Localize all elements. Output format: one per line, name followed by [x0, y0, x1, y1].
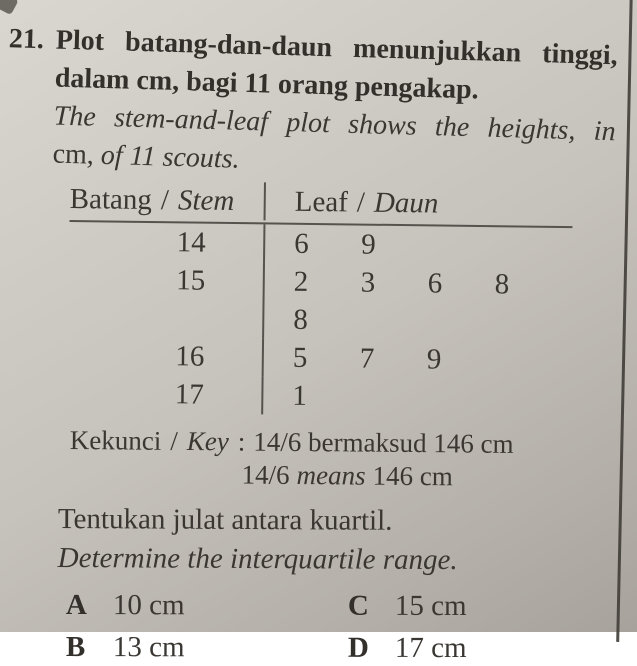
- stem-value: 15: [176, 264, 206, 297]
- option-value: 13 cm: [112, 631, 185, 664]
- key-label-malay: Kekunci: [69, 424, 162, 456]
- stem-leaf-table: [67, 180, 573, 418]
- leaf-values: [262, 338, 571, 380]
- stem-header-malay: Batang: [69, 182, 153, 217]
- question-english-line-2-rest: of 11 scouts.: [100, 139, 241, 175]
- instruction-block: [58, 500, 637, 581]
- leaf-value: 9: [361, 228, 376, 261]
- question-english-line-1: The stem-and-leaf plot shows the heights, in: [53, 100, 616, 148]
- stem-value: 17: [174, 378, 205, 411]
- leaf-values: [262, 262, 572, 342]
- slash-separator: /: [160, 184, 170, 217]
- key-text-malay: 14/6 bermaksud 146 cm: [253, 426, 514, 459]
- leaf-value: 2: [293, 265, 309, 298]
- option-value: 17 cm: [394, 631, 467, 665]
- question-malay-line-2: dalam cm, bagi 11 orang pengakap.: [54, 62, 480, 106]
- slash-separator: /: [170, 425, 178, 456]
- leaf-value: 6: [294, 227, 309, 260]
- key-example-value: 14/6: [241, 459, 290, 490]
- option-value: 15 cm: [394, 589, 467, 623]
- option-letter: B: [65, 630, 86, 664]
- leaf-value: 8: [494, 268, 510, 301]
- option-letter: D: [347, 631, 369, 664]
- stem-column-header: [70, 180, 264, 220]
- leaf-values: [263, 224, 572, 266]
- table-header-row: [69, 180, 572, 228]
- leaf-value: 6: [427, 267, 443, 300]
- option-c: [348, 589, 637, 624]
- stem-value: 16: [175, 340, 205, 373]
- key-line-1: [70, 424, 637, 462]
- key-label-english: Key: [186, 426, 229, 457]
- instruction-english: Determine the interquartile range.: [57, 541, 458, 577]
- key-block: [69, 424, 637, 495]
- option-b: [66, 630, 348, 665]
- leaf-value: 7: [359, 342, 375, 375]
- leaf-value: 3: [360, 266, 376, 299]
- option-d: [348, 631, 637, 666]
- leaf-header-malay: Daun: [373, 186, 439, 220]
- leaf-value: 5: [292, 341, 308, 374]
- key-example-result: 146 cm: [372, 460, 453, 492]
- table-row: [68, 336, 571, 380]
- key-means-word: means: [296, 459, 366, 491]
- key-line-2: [241, 458, 636, 494]
- leaf-value: 8: [293, 303, 309, 336]
- slash-separator: /: [356, 186, 366, 219]
- question-text: [52, 22, 618, 190]
- option-letter: C: [347, 589, 369, 622]
- question-number: 21.: [8, 23, 45, 56]
- stem-value: 14: [176, 226, 206, 259]
- table-row: [68, 260, 572, 342]
- colon-separator: :: [237, 426, 246, 457]
- table-row: [67, 374, 570, 418]
- question-block: [0, 0, 637, 190]
- leaf-header-english: Leaf: [294, 185, 349, 219]
- leaf-column-header: [264, 182, 573, 224]
- question-malay-line-1: Plot batang-dan-daun menunjukkan tinggi,: [55, 24, 619, 72]
- answer-options: [66, 588, 637, 665]
- option-letter: A: [65, 589, 87, 622]
- stem-header-english: Stem: [177, 184, 235, 218]
- leaf-value: 1: [292, 379, 308, 412]
- leaf-values: [261, 376, 570, 418]
- option-value: 10 cm: [112, 589, 185, 622]
- table-row: [69, 222, 572, 266]
- leaf-value: 9: [426, 343, 442, 376]
- instruction-malay: Tentukan julat antara kuartil.: [57, 502, 393, 537]
- unit-cm: cm,: [52, 138, 95, 171]
- option-a: [66, 588, 348, 623]
